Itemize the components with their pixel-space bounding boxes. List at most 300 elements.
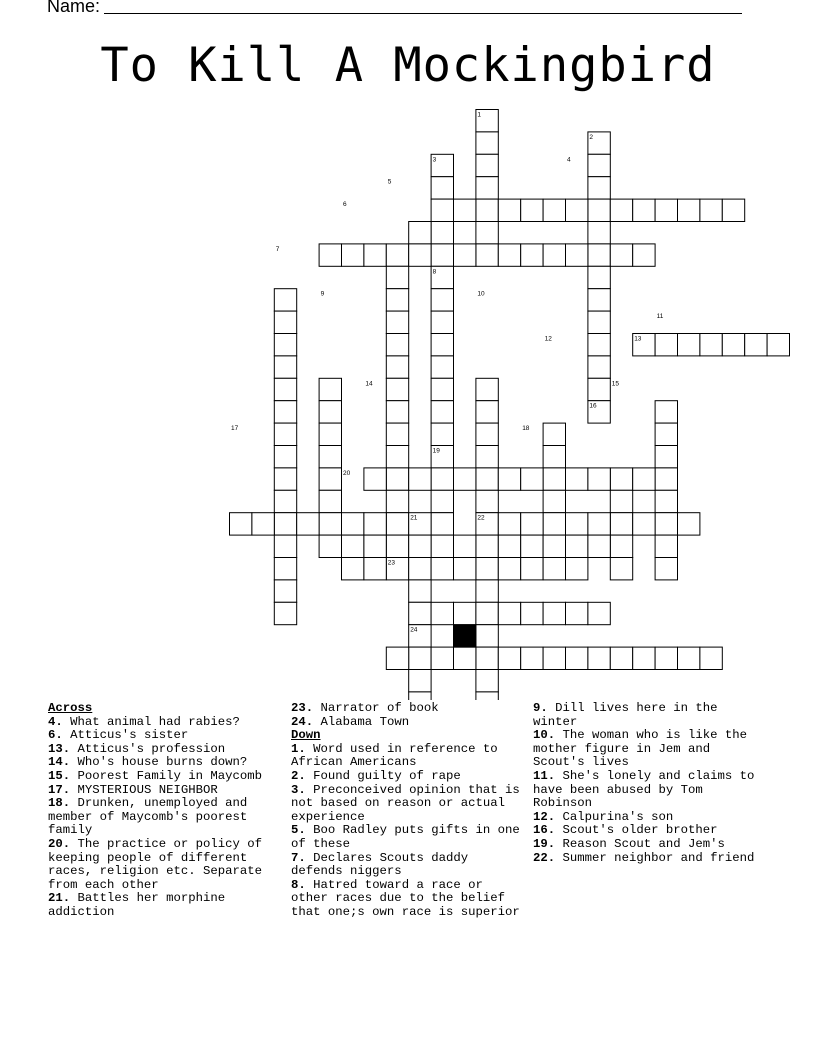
clue-number: 9.	[533, 701, 548, 715]
grid-cell[interactable]	[655, 199, 677, 221]
grid-cell[interactable]	[431, 468, 453, 490]
clue-number-label: 12	[544, 335, 552, 343]
grid-cell[interactable]	[476, 580, 498, 602]
grid-cell[interactable]	[342, 558, 364, 580]
grid-cell[interactable]	[700, 199, 722, 221]
grid-cell[interactable]	[431, 222, 453, 244]
clue-item	[48, 756, 284, 770]
grid-cell[interactable]	[655, 401, 677, 423]
across-clue-list	[48, 716, 284, 920]
clue-text: Scout's older brother	[562, 823, 718, 838]
grid-cell[interactable]	[431, 356, 453, 378]
grid-cell[interactable]	[543, 446, 565, 468]
grid-cell[interactable]	[386, 468, 408, 490]
grid-cell[interactable]	[342, 535, 364, 557]
grid-cell[interactable]	[588, 535, 610, 557]
grid-cell[interactable]	[476, 446, 498, 468]
grid-cell[interactable]	[274, 602, 296, 624]
grid-cell[interactable]	[521, 513, 543, 535]
grid-cell[interactable]	[588, 199, 610, 221]
clue-number: 15.	[48, 768, 71, 783]
clue-number: 24.	[291, 714, 314, 729]
clue-number: 7.	[291, 850, 306, 865]
grid-cell[interactable]	[319, 446, 341, 468]
clue-text: What animal had rabies?	[70, 714, 240, 729]
grid-cell[interactable]	[566, 468, 588, 490]
grid-cell[interactable]	[655, 647, 677, 669]
clue-number: 17.	[48, 782, 71, 797]
clue-text: The practice or policy of keeping people of different races, religion etc. Separate from each other	[48, 836, 263, 892]
grid-cell[interactable]	[610, 513, 632, 535]
grid-cell[interactable]	[498, 535, 520, 557]
grid-cell[interactable]	[319, 423, 341, 445]
grid-cell[interactable]	[454, 535, 476, 557]
grid-cell[interactable]	[476, 558, 498, 580]
clue-number-label: 5	[387, 178, 392, 186]
grid-cell[interactable]	[319, 244, 341, 266]
grid-cell[interactable]	[610, 199, 632, 221]
clue-text: Reason Scout and Jem's	[562, 836, 725, 851]
clue-number: 5.	[291, 823, 306, 838]
grid-cell[interactable]	[588, 356, 610, 378]
clue-number-label: 14	[365, 380, 373, 388]
down-clue-list	[291, 743, 527, 920]
grid-cell[interactable]	[700, 334, 722, 356]
grid-cell[interactable]	[409, 647, 431, 669]
grid-cell[interactable]	[566, 558, 588, 580]
grid-cell[interactable]	[364, 468, 386, 490]
grid-cell[interactable]	[476, 692, 498, 700]
clue-text: Preconceived opinion that is not based on reason or actual experience	[291, 782, 520, 824]
grid-cell[interactable]	[566, 513, 588, 535]
clue-number: 2.	[291, 768, 306, 783]
grid-cell[interactable]	[431, 647, 453, 669]
grid-cell[interactable]	[588, 378, 610, 400]
grid-cell[interactable]	[252, 513, 274, 535]
grid-cell[interactable]	[431, 199, 453, 221]
clue-text: The woman who is like the mother figure in Jem and Scout's lives	[533, 728, 748, 770]
grid-cell[interactable]	[521, 468, 543, 490]
grid-cell[interactable]	[274, 468, 296, 490]
clue-text: Hatred toward a race or other races due to the belief that one;s own race is superior	[291, 877, 520, 919]
grid-cell[interactable]	[543, 199, 565, 221]
grid-cell[interactable]	[386, 289, 408, 311]
grid-cell[interactable]	[722, 334, 744, 356]
clue-text: Word used in reference to African Americans	[291, 741, 498, 770]
grid-cell[interactable]	[431, 401, 453, 423]
grid-cell[interactable]	[274, 401, 296, 423]
name-label: Name:	[47, 0, 101, 16]
grid-cell[interactable]	[633, 647, 655, 669]
clue-item	[291, 852, 527, 879]
grid-cell[interactable]	[431, 378, 453, 400]
grid-cell[interactable]	[364, 513, 386, 535]
grid-cell[interactable]	[386, 513, 408, 535]
grid-cell[interactable]	[476, 625, 498, 647]
grid-cell[interactable]	[476, 132, 498, 154]
grid-cell[interactable]	[476, 535, 498, 557]
grid-cell[interactable]	[297, 513, 319, 535]
grid-cell[interactable]	[230, 513, 252, 535]
clue-item	[48, 838, 284, 892]
grid-cell[interactable]	[498, 199, 520, 221]
clue-number-label: 7	[275, 245, 280, 253]
grid-cell[interactable]	[431, 311, 453, 333]
grid-cell[interactable]	[386, 311, 408, 333]
clue-number: 4.	[48, 714, 63, 729]
grid-cell[interactable]	[588, 602, 610, 624]
grid-cell[interactable]	[274, 378, 296, 400]
grid-cell[interactable]	[678, 334, 700, 356]
grid-cell[interactable]	[274, 356, 296, 378]
grid-cell[interactable]	[454, 199, 476, 221]
clue-text: Calpurina's son	[562, 809, 674, 824]
clue-item	[48, 784, 284, 798]
clue-item	[533, 811, 769, 825]
grid-cell[interactable]	[498, 647, 520, 669]
grid-cell[interactable]	[431, 513, 453, 535]
grid-cell[interactable]	[543, 490, 565, 512]
clue-number-label: 20	[343, 469, 351, 477]
clue-number-label: 18	[522, 425, 530, 433]
grid-cell[interactable]	[610, 490, 632, 512]
grid-cell[interactable]	[543, 244, 565, 266]
clue-item	[291, 824, 527, 851]
grid-cell[interactable]	[722, 199, 744, 221]
grid-cell[interactable]	[409, 580, 431, 602]
clue-number: 11.	[533, 768, 556, 783]
clue-number-label: 17	[231, 425, 239, 433]
clue-number-label: 11	[656, 313, 664, 321]
grid-cell[interactable]	[498, 513, 520, 535]
clue-item	[533, 702, 769, 729]
grid-cell[interactable]	[588, 468, 610, 490]
grid-cell[interactable]	[633, 244, 655, 266]
grid-cell[interactable]	[431, 423, 453, 445]
grid-cell[interactable]	[588, 647, 610, 669]
grid-cell[interactable]	[409, 602, 431, 624]
clue-item	[533, 824, 769, 838]
clue-text: She's lonely and claims to have been abused by Tom Robinson	[533, 768, 755, 811]
grid-cell[interactable]	[588, 289, 610, 311]
grid-cell[interactable]	[319, 513, 341, 535]
grid-cell[interactable]	[543, 468, 565, 490]
grid-cell[interactable]	[521, 535, 543, 557]
page-title: To Kill A Mockingbird	[100, 38, 716, 93]
grid-cell[interactable]	[431, 558, 453, 580]
grid-cell[interactable]	[409, 558, 431, 580]
grid-cell[interactable]	[655, 446, 677, 468]
clue-number-label: 15	[611, 380, 620, 388]
grid-cell[interactable]	[610, 244, 632, 266]
grid-cell[interactable]	[521, 647, 543, 669]
grid-cell[interactable]	[476, 199, 498, 221]
grid-cell[interactable]	[498, 602, 520, 624]
grid-cell[interactable]	[543, 558, 565, 580]
clue-text: Summer neighbor and friend	[562, 850, 755, 865]
clue-number: 19.	[533, 836, 556, 851]
grid-cell[interactable]	[476, 468, 498, 490]
grid-cell[interactable]	[610, 558, 632, 580]
clue-number: 1.	[291, 741, 306, 756]
clue-item	[48, 716, 284, 730]
down-heading: Down	[291, 728, 321, 743]
clue-text: Declares Scouts daddy defends niggers	[291, 850, 469, 879]
clue-number-label: 16	[589, 402, 597, 410]
clue-text: Narrator of book	[320, 701, 439, 715]
grid-cell[interactable]	[521, 558, 543, 580]
grid-cell[interactable]	[588, 334, 610, 356]
clue-item	[48, 729, 284, 743]
grid-cell[interactable]	[767, 334, 789, 356]
down-clue-list-continued	[533, 702, 769, 865]
grid-cell[interactable]	[386, 356, 408, 378]
clue-number-label: 19	[432, 447, 440, 455]
grid-cell[interactable]	[431, 490, 453, 512]
clue-number-label: 3	[432, 156, 437, 164]
clue-text: MYSTERIOUS NEIGHBOR	[77, 782, 218, 797]
grid-cell[interactable]	[274, 289, 296, 311]
clue-item	[291, 716, 527, 730]
clue-text: Drunken, unemployed and member of Maycomb's poorest family	[48, 796, 248, 838]
grid-cell[interactable]	[386, 378, 408, 400]
grid-cell[interactable]	[386, 334, 408, 356]
grid-cell[interactable]	[476, 177, 498, 199]
grid-cell[interactable]	[409, 535, 431, 557]
clue-text: Found guilty of rape	[313, 768, 461, 783]
grid-cell[interactable]	[454, 244, 476, 266]
grid-cell[interactable]	[454, 647, 476, 669]
grid-cell[interactable]	[700, 647, 722, 669]
clue-number: 23.	[291, 701, 314, 715]
across-heading: Across	[48, 701, 93, 715]
grid-cell[interactable]	[521, 244, 543, 266]
grid-cell[interactable]	[610, 535, 632, 557]
grid-cell[interactable]	[588, 222, 610, 244]
grid-cell[interactable]	[386, 423, 408, 445]
grid-cell[interactable]	[274, 558, 296, 580]
clues-column-2	[291, 702, 527, 920]
grid-cell[interactable]	[476, 244, 498, 266]
clue-text: Atticus's sister	[70, 728, 189, 743]
grid-cell[interactable]	[610, 647, 632, 669]
grid-cell[interactable]	[274, 311, 296, 333]
grid-cell[interactable]	[655, 513, 677, 535]
grid-cell[interactable]	[566, 602, 588, 624]
grid-cell[interactable]	[364, 558, 386, 580]
grid-cell[interactable]	[454, 468, 476, 490]
grid-cell[interactable]	[476, 423, 498, 445]
grid-cell[interactable]	[588, 266, 610, 288]
clue-number-label: 22	[477, 514, 485, 522]
grid-cell[interactable]	[431, 289, 453, 311]
grid-cell[interactable]	[521, 602, 543, 624]
grid-cell[interactable]	[745, 334, 767, 356]
grid-cell[interactable]	[454, 558, 476, 580]
clue-number: 6.	[48, 728, 63, 743]
grid-cell[interactable]	[319, 378, 341, 400]
grid-cell[interactable]	[431, 244, 453, 266]
clue-number-label: 24	[410, 626, 418, 634]
clue-item	[533, 852, 769, 866]
clue-number: 12.	[533, 809, 556, 824]
clue-item	[291, 743, 527, 770]
clue-item	[291, 879, 527, 920]
grid-cell[interactable]	[274, 513, 296, 535]
grid-cell[interactable]	[655, 535, 677, 557]
clue-number: 22.	[533, 850, 556, 865]
grid-cell[interactable]	[476, 401, 498, 423]
grid-cell[interactable]	[678, 513, 700, 535]
clue-number-label: 10	[477, 290, 485, 298]
clue-number: 10.	[533, 728, 556, 743]
across-clue-list-continued	[291, 702, 527, 729]
grid-cell[interactable]	[431, 602, 453, 624]
clue-item	[533, 770, 769, 811]
grid-cell[interactable]	[319, 490, 341, 512]
grid-cell[interactable]	[274, 580, 296, 602]
grid-cell[interactable]	[633, 513, 655, 535]
grid-cell[interactable]	[543, 602, 565, 624]
clue-text: Who's house burns down?	[77, 755, 248, 770]
clue-number: 18.	[48, 796, 71, 811]
grid-cell[interactable]	[543, 513, 565, 535]
clue-number-label: 8	[432, 268, 437, 276]
grid-cell[interactable]	[521, 199, 543, 221]
grid-cell[interactable]	[678, 199, 700, 221]
clue-item	[48, 797, 284, 838]
grid-cell[interactable]	[476, 378, 498, 400]
grid-cell[interactable]	[655, 468, 677, 490]
grid-cell[interactable]	[409, 244, 431, 266]
clue-item	[48, 770, 284, 784]
clue-number: 21.	[48, 891, 71, 906]
grid-cell[interactable]	[633, 468, 655, 490]
grid-cell[interactable]	[566, 244, 588, 266]
grid-cell[interactable]	[386, 244, 408, 266]
grid-cell[interactable]	[274, 490, 296, 512]
clue-number-label: 21	[410, 514, 418, 522]
grid-cell[interactable]	[319, 535, 341, 557]
grid-cell[interactable]	[476, 222, 498, 244]
grid-cell[interactable]	[364, 535, 386, 557]
grid-cell[interactable]	[588, 154, 610, 176]
grid-cell[interactable]	[274, 334, 296, 356]
grid-cell[interactable]	[566, 647, 588, 669]
grid-cell[interactable]	[543, 647, 565, 669]
clue-text: Alabama Town	[320, 714, 410, 729]
grid-cell[interactable]	[610, 468, 632, 490]
grid-cell[interactable]	[386, 647, 408, 669]
clue-text: Dill lives here in the winter	[533, 701, 718, 729]
clue-text: Battles her morphine addiction	[48, 891, 226, 919]
clue-item	[533, 729, 769, 770]
grid-cell[interactable]	[431, 535, 453, 557]
grid-cell[interactable]	[476, 670, 498, 692]
grid-cell[interactable]	[409, 692, 431, 700]
grid-cell[interactable]	[498, 558, 520, 580]
grid-cell[interactable]	[274, 535, 296, 557]
grid-cell[interactable]	[454, 602, 476, 624]
grid-cell[interactable]	[476, 490, 498, 512]
grid-cell[interactable]	[431, 177, 453, 199]
grid-cell[interactable]	[588, 311, 610, 333]
clues-column-3	[533, 702, 769, 865]
grid-cell[interactable]	[543, 423, 565, 445]
grid-cell[interactable]	[655, 423, 677, 445]
clue-number: 20.	[48, 836, 71, 851]
clue-item	[48, 743, 284, 757]
clue-number-label: 1	[477, 111, 482, 119]
grid-cell[interactable]	[476, 602, 498, 624]
grid-cell[interactable]	[588, 244, 610, 266]
grid-cell[interactable]	[498, 244, 520, 266]
clue-number-label: 4	[567, 156, 571, 164]
clue-number: 14.	[48, 755, 71, 770]
clue-text: Atticus's profession	[77, 741, 226, 756]
clue-item	[533, 838, 769, 852]
clue-number: 13.	[48, 741, 71, 756]
clue-number: 16.	[533, 823, 556, 838]
grid-cell[interactable]	[386, 535, 408, 557]
clue-text: Boo Radley puts gifts in one of these	[291, 823, 520, 851]
grid-cell[interactable]	[476, 647, 498, 669]
grid-cell[interactable]	[386, 490, 408, 512]
grid-cell[interactable]	[409, 468, 431, 490]
grid-cell[interactable]	[588, 177, 610, 199]
grid-cell[interactable]	[655, 334, 677, 356]
grid-cell[interactable]	[386, 266, 408, 288]
grid-cell[interactable]	[476, 154, 498, 176]
grid-cell[interactable]	[655, 490, 677, 512]
clue-number-label: 2	[589, 133, 594, 141]
grid-cell[interactable]	[633, 199, 655, 221]
grid-cell[interactable]	[543, 535, 565, 557]
grid-cell[interactable]	[342, 513, 364, 535]
grid-cell[interactable]	[274, 446, 296, 468]
grid-cell[interactable]	[566, 199, 588, 221]
grid-cell[interactable]	[498, 468, 520, 490]
black-cell	[454, 625, 476, 647]
grid-cell[interactable]	[342, 244, 364, 266]
clue-number-label: 9	[320, 290, 325, 298]
grid-cell[interactable]	[364, 244, 386, 266]
grid-cell[interactable]	[566, 535, 588, 557]
clue-item	[291, 702, 527, 716]
grid-cell[interactable]	[319, 468, 341, 490]
grid-cell[interactable]	[431, 334, 453, 356]
grid-cell[interactable]	[409, 222, 431, 244]
clue-item	[291, 770, 527, 784]
clue-number-label: 6	[343, 201, 347, 209]
clue-number-label: 13	[634, 335, 642, 343]
clue-number: 8.	[291, 877, 306, 892]
grid-cell[interactable]	[655, 558, 677, 580]
grid-cell[interactable]	[678, 647, 700, 669]
clue-number-label: 23	[387, 559, 396, 567]
clue-text: Poorest Family in Maycomb	[77, 768, 263, 783]
clue-item	[48, 892, 284, 919]
grid-cell[interactable]	[319, 401, 341, 423]
grid-cell[interactable]	[386, 401, 408, 423]
grid-cell[interactable]	[409, 670, 431, 692]
grid-cell[interactable]	[386, 446, 408, 468]
grid-cell[interactable]	[274, 423, 296, 445]
clues-column-1	[48, 702, 284, 920]
clue-item	[291, 784, 527, 825]
clue-number: 3.	[291, 782, 306, 797]
grid-cell[interactable]	[588, 513, 610, 535]
